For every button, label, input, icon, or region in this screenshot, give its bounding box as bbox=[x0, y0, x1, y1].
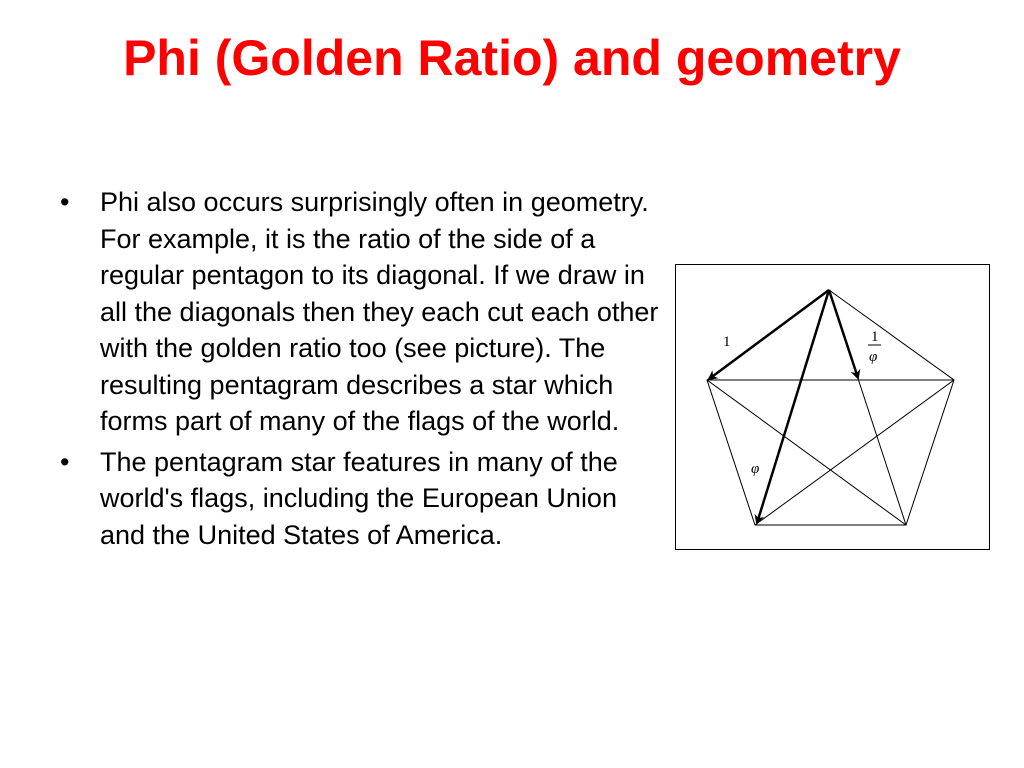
segment-arrow bbox=[829, 290, 858, 378]
side-label: 1 bbox=[723, 334, 731, 350]
diagonal-line bbox=[707, 380, 906, 525]
pentagram-figure bbox=[675, 264, 990, 550]
bullet-item bbox=[60, 444, 660, 554]
bullet-marker: • bbox=[60, 446, 70, 477]
fraction-denominator: φ bbox=[869, 349, 878, 365]
slide-title: Phi (Golden Ratio) and geometry bbox=[123, 30, 901, 86]
pentagram-diagram bbox=[676, 265, 989, 549]
bullet-item bbox=[60, 184, 660, 440]
bullet-list bbox=[60, 184, 660, 557]
bullet-marker: • bbox=[60, 187, 70, 217]
diagonal-line bbox=[755, 380, 954, 525]
phi-label: φ bbox=[751, 461, 760, 477]
bullet-text: Phi also occurs surprisingly often in geometry. For example, it is the ratio of the side of a regular pentagon to its diagonal. If we draw in all the diagonals then they each cut each other with the golden ratio too (see picture). The resulting pentagram describes a star which forms part of many of the flags of the world. bbox=[100, 187, 659, 436]
bullet-text: The pentagram star features in many of the world's flags, including the European Union and the United States of America. bbox=[100, 446, 618, 550]
fraction-numerator: 1 bbox=[871, 329, 879, 345]
diagonal-arrow bbox=[757, 290, 829, 523]
